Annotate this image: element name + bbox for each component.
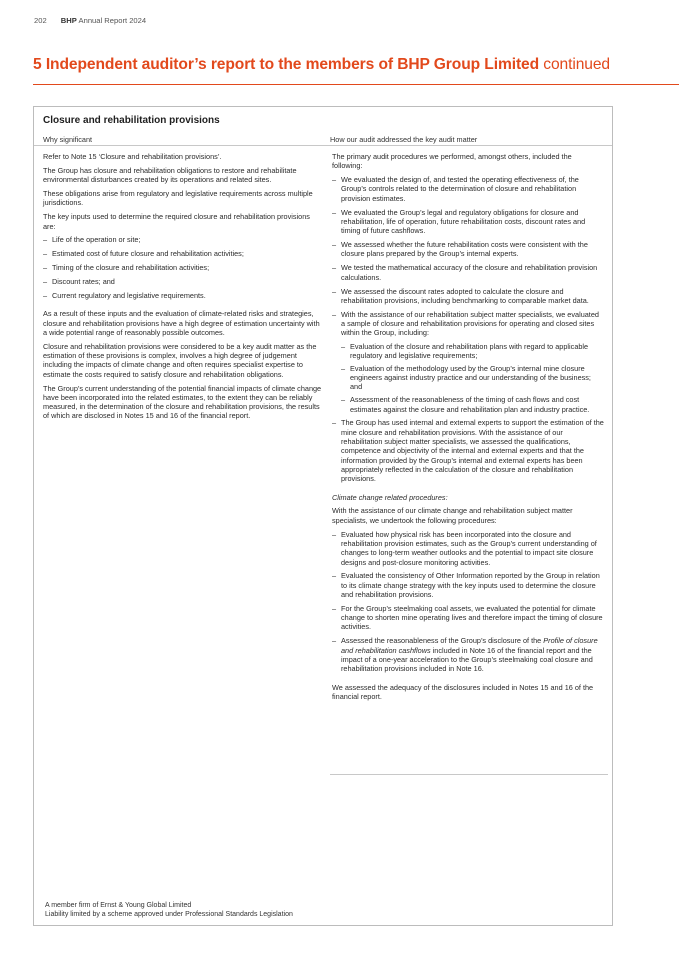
sub-list-item: – Evaluation of the closure and rehabilitation plans with regard to applicable regulatory and legislative requirements;: [341, 342, 604, 361]
paragraph: As a result of these inputs and the evaluation of climate-related risks and strategies, closure and rehabilitation provisions have a high degree of estimation uncertainty with a wide potential range of reasonably possible outcomes.: [43, 309, 320, 337]
list-item: – We assessed the discount rates adopted to calculate the closure and rehabilitation provisions, including benchmarking to comparable market data.: [332, 287, 604, 306]
sub-list-item: – Evaluation of the methodology used by the Group’s internal mine closure engineers against industry practice and our understanding of the business; and: [341, 364, 604, 392]
list-item: – The Group has used internal and external experts to support the estimation of the mine closure and rehabilitation provisions. With the assistance of our rehabilitation subject matter specialists, we assessed the qualifications, competence and objectivity of the internal and external experts and that the information provided by the Group’s internal and external experts has been appropriately reflected in the calculation of the closure and rehabilitation provisions.: [332, 418, 604, 483]
report-name: Annual Report 2024: [78, 16, 147, 25]
paragraph: The key inputs used to determine the required closure and rehabilitation provisions are:: [43, 212, 310, 231]
list-item-text: included in Note 16 of the financial report and the impact of a one-year acceleration to the Group’s steelmaking coal closure and rehabilitation provisions included in Note 16.: [341, 645, 593, 674]
footer-line: A member firm of Ernst & Young Global Limited: [45, 902, 192, 909]
climate-procedures-list: [332, 530, 604, 674]
page-number: 202: [34, 16, 47, 25]
list-item-text: Assessed the reasonableness of the Group’s disclosure of the: [341, 636, 544, 646]
list-item: – Current regulatory and legislative requirements.: [43, 291, 323, 300]
list-item: – We evaluated the Group’s legal and regulatory obligations for closure and rehabilitation, life of operation, future rehabilitation costs, discount rates and timing of future cashflows.: [332, 208, 604, 236]
section-number: 5: [33, 56, 42, 73]
key-audit-matter-box: [33, 106, 613, 926]
list-item: – Evaluated how physical risk has been incorporated into the closure and rehabilitation provision estimates, such as the Group’s current understanding of changes to long-term weather outlooks and the potential to impact site closure designs and post-closure monitoring activities.: [332, 530, 604, 567]
footer: [45, 901, 293, 920]
why-significant-column: [43, 152, 323, 425]
list-item: – For the Group’s steelmaking coal assets, we evaluated the potential for climate change to shorten mine operating lives and therefore impact the timing of closure activities.: [332, 604, 604, 632]
footer-line: Liability limited by a scheme approved under Professional Standards Legislation: [45, 911, 293, 919]
paragraph: Refer to Note 15 ‘Closure and rehabilitation provisions’.: [43, 152, 222, 161]
audit-response-column: [332, 152, 604, 706]
paragraph: We assessed the adequacy of the disclosures included in Notes 15 and 16 of the financial report.: [332, 682, 594, 701]
column-heading-how-addressed: How our audit addressed the key audit matter: [330, 135, 478, 144]
list-item-text: With the assistance of our rehabilitation subject matter specialists, we evaluated a sample of closure and rehabilitation provisions for operating and closed sites within the Group, including:: [341, 309, 599, 338]
column-heading-why-significant: Why significant: [43, 135, 93, 144]
paragraph: The primary audit procedures we performed, amongst others, included the following:: [332, 152, 572, 171]
section-title-text: Independent auditor’s report to the members of BHP Group Limited: [45, 56, 540, 73]
section-title: [33, 56, 610, 74]
list-item: – We evaluated the design of, and tested the operating effectiveness of, the Group’s controls related to the determination of closure and rehabilitation provision estimates.: [332, 175, 604, 203]
running-header: [34, 16, 146, 25]
list-item: – Estimated cost of future closure and rehabilitation activities;: [43, 249, 323, 258]
paragraph: Closure and rehabilitation provisions were considered to be a key audit matter as the estimation of these provisions is complex, involves a high degree of judgement including the impacts of climate change and often requires specialist expertise to estimate the costs required to satisfy closure and rehabilitation obligations.: [43, 341, 317, 379]
brand-name: BHP: [60, 16, 77, 25]
climate-heading: Climate change related procedures:: [332, 492, 448, 502]
continued-label: continued: [543, 56, 610, 73]
box-title: Closure and rehabilitation provisions: [43, 115, 220, 126]
heading-rule: [34, 145, 612, 146]
paragraph: The Group’s current understanding of the potential financial impacts of climate change have been incorporated into the related estimates, to the extent they can be reliably measured, in the determination of the closure and rehabilitation provisions, the results of which are disclosed in Notes 15 and 16 of the financial report.: [43, 383, 322, 421]
list-item: – Life of the operation or site;: [43, 235, 323, 244]
sub-list: [341, 342, 604, 414]
column-bottom-rule: [330, 774, 608, 775]
list-item: – We assessed whether the future rehabilitation costs were consistent with the closure plans prepared by the Group’s internal experts.: [332, 240, 604, 259]
paragraph: These obligations arise from regulatory and legislative requirements across multiple jurisdictions.: [43, 189, 313, 208]
list-item: – Evaluated the consistency of Other Information reported by the Group in relation to its climate change strategy with the key inputs used to determine the closure and rehabilitation provisions.: [332, 571, 604, 599]
list-item: – Discount rates; and: [43, 277, 323, 286]
list-item: – Timing of the closure and rehabilitation activities;: [43, 263, 323, 272]
list-item: [332, 310, 604, 414]
key-inputs-list: [43, 235, 323, 300]
paragraph: With the assistance of our climate change and rehabilitation subject matter specialists, we undertook the following procedures:: [332, 506, 573, 525]
paragraph: The Group has closure and rehabilitation obligations to restore and rehabilitate environmental disturbances created by its operations and related sites.: [43, 165, 297, 185]
italic-reference: Profile of closure and rehabilitation cashflows: [341, 636, 598, 655]
title-rule: [33, 84, 679, 85]
list-item: – We tested the mathematical accuracy of the closure and rehabilitation provision calculations.: [332, 263, 604, 282]
sub-list-item: – Assessment of the reasonableness of the timing of cash flows and cost estimates against the closure and rehabilitation plan and industry practice.: [341, 395, 604, 414]
list-item: [332, 636, 604, 673]
audit-procedures-list: [332, 175, 604, 483]
